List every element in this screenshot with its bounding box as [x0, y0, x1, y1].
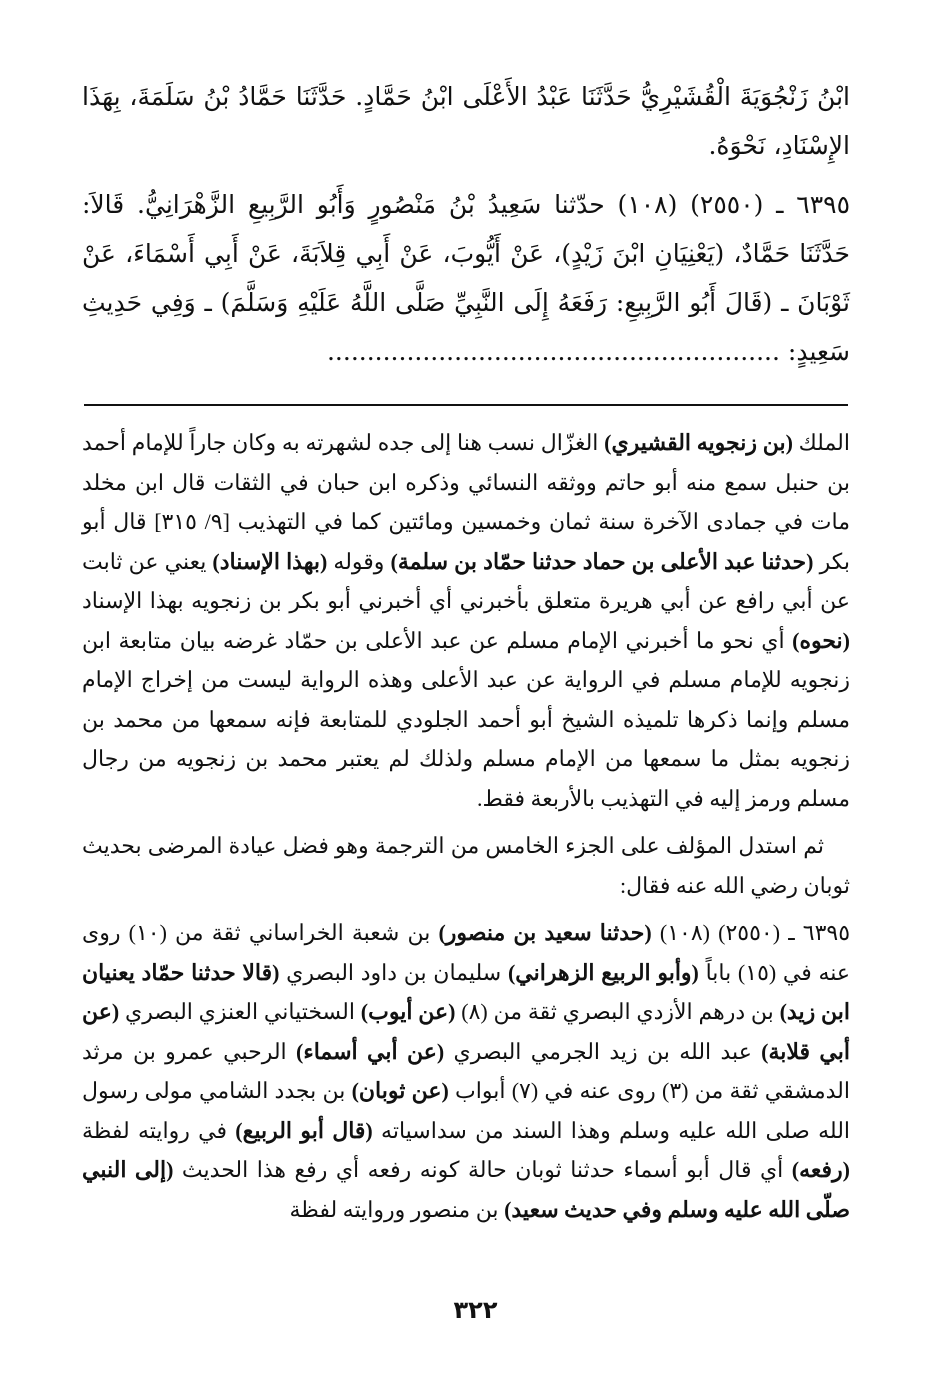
commentary-text: الملك — [792, 430, 850, 455]
commentary-quote: (بهذا الإسناد) — [212, 548, 328, 574]
commentary-paragraph-2 — [82, 826, 850, 905]
page-number: ٣٢٢ — [453, 1296, 498, 1324]
commentary — [82, 423, 850, 1229]
hadith-line-2: ٦٣٩٥ ـ (٢٥٥٠) (١٠٨) حدّثنا سَعِيدُ بْنُ مَنْصُورٍ وَأَبُو الرَّبِيعِ الزَّهْرَانِيُّ. قَالاَ: حَدَّثَنَا حَمَّادٌ، (يَعْنِيَانِ ابْنَ زَيْدٍ)، عَنْ أَيُّوبَ، عَنْ أَبِي قِلاَبَةَ، عَنْ أَبِي أَسْمَاءَ، عَنْ ثَوْبَانَ ـ (قَالَ أَبُو الرَّبِيعِ: رَفَعَهُ إِلَى النَّبِيِّ صَلَّى اللَّهُ عَلَيْهِ وَسَلَّمَ) ـ وَفِي حَدِيثِ سَعِيدٍ: ......................................................... — [82, 190, 850, 366]
commentary-text: في روايته لفظة — [82, 1117, 236, 1143]
commentary-paragraph-1 — [82, 423, 850, 818]
commentary-text: بن بجدد الشامي مولى رسول الله صلى الله عليه وسلم وهذا السند من سداسياته — [82, 1078, 851, 1143]
commentary-text: الغزّال نسب هنا إلى جده لشهرته به وكان جاراً للإمام أحمد بن حنبل سمع منه أبو حاتم ووثقه النسائي وذكره ابن حبان في الثقات قال ابن مخلد مات في جمادى الآخرة سنة ثمان وخمسين ومائتين كما في التهذيب [٩/ ٣١٥] قال أبو بكر — [82, 430, 850, 574]
commentary-text: سليمان بن داود البصري — [279, 959, 508, 985]
commentary-text: ٦٣٩٥ ـ (٢٥٥٠) (١٠٨) — [651, 920, 851, 945]
commentary-text: بن منصور وروايته لفظة — [289, 1196, 505, 1222]
commentary-quote: (وأبو الربيع الزهراني) — [507, 959, 699, 985]
commentary-text: بن شعبة الخراساني ثقة من (١٠) روى عنه في (١٥) باباً — [82, 920, 851, 985]
commentary-quote: (رفعه) — [791, 1157, 850, 1182]
commentary-quote: (عن أيوب) — [360, 999, 456, 1024]
commentary-quote: (إلى النبي صلّى الله عليه وسلم وفي حديث سعيد) — [82, 1157, 850, 1222]
commentary-quote: (قالا حدثنا حمّاد يعنيان ابن زيد) — [82, 959, 850, 1024]
hadith-line-1: ابْنُ زَنْجُوَيَةَ الْقُشَيْرِيُّ حَدَّثَنَا عَبْدُ الأَعْلَى ابْنُ حَمَّادٍ. حَدَّثَنَا حَمَّادُ بْنُ سَلَمَةَ، بِهَذَا الإِسْنَادِ، نَحْوَهُ. — [82, 82, 850, 160]
commentary-text: وقوله — [327, 548, 391, 574]
commentary-text: السختياني العنزي البصري — [119, 999, 361, 1024]
commentary-text: الرحبي عمرو بن مرثد الدمشقي ثقة من (٣) روى عنه في (٧) أبواب — [82, 1038, 850, 1103]
footnote-divider — [84, 404, 848, 406]
commentary-quote: (عن أبي أسماء) — [296, 1038, 445, 1064]
commentary-text: أي نحو ما أخبرني الإمام مسلم عن عبد الأعلى بن حمّاد غرضه بيان متابعة ابن زنجويه للإمام مسلم في الرواية عن عبد الأعلى وهذه الرواية ليست من إخراج الإمام مسلم وإنما ذكرها تلميذه الشيخ أبو أحمد الجلودي للمتابعة فإنه سمعها من محمد بن زنجويه بمثل ما سمعها من الإمام مسلم ولذلك لم يعتبر محمد بن زنجويه من رجال مسلم ورمز إليه في التهذيب بالأربعة فقط. — [82, 627, 851, 811]
commentary-quote: (حدثنا سعيد بن منصور) — [438, 920, 652, 945]
commentary-quote: (حدثنا عبد الأعلى بن حماد حدثنا حمّاد بن سلمة) — [390, 548, 814, 574]
commentary-text: ثم استدل المؤلف على الجزء الخامس من الترجمة وهو فضل عيادة المرضى بحديث ثوبان رضي الله عنه فقال: — [82, 833, 850, 898]
commentary-text: أي قال أبو أسماء حدثنا ثوبان حالة كونه رفعه أي رفع هذا الحديث — [173, 1157, 792, 1182]
commentary-text: عبد الله بن زيد الجرمي البصري — [444, 1038, 762, 1064]
commentary-text: يعني عن ثابت عن أبي رافع عن أبي هريرة متعلق بأخبرني أي أخبرني أبو بكر بن زنجويه بهذا الإسناد — [82, 548, 850, 613]
commentary-quote: (قال أبو الربيع) — [235, 1117, 373, 1143]
commentary-quote: (نحوه) — [792, 627, 850, 653]
commentary-quote: (عن ثوبان) — [351, 1078, 449, 1103]
commentary-text: بن درهم الأزدي البصري ثقة من (٨) — [455, 999, 780, 1024]
commentary-paragraph-3 — [82, 913, 850, 1229]
hadith-text — [82, 72, 850, 376]
commentary-quote: (بن زنجويه القشيري) — [604, 430, 793, 455]
commentary-quote: (عن أبي قلابة) — [82, 999, 850, 1064]
